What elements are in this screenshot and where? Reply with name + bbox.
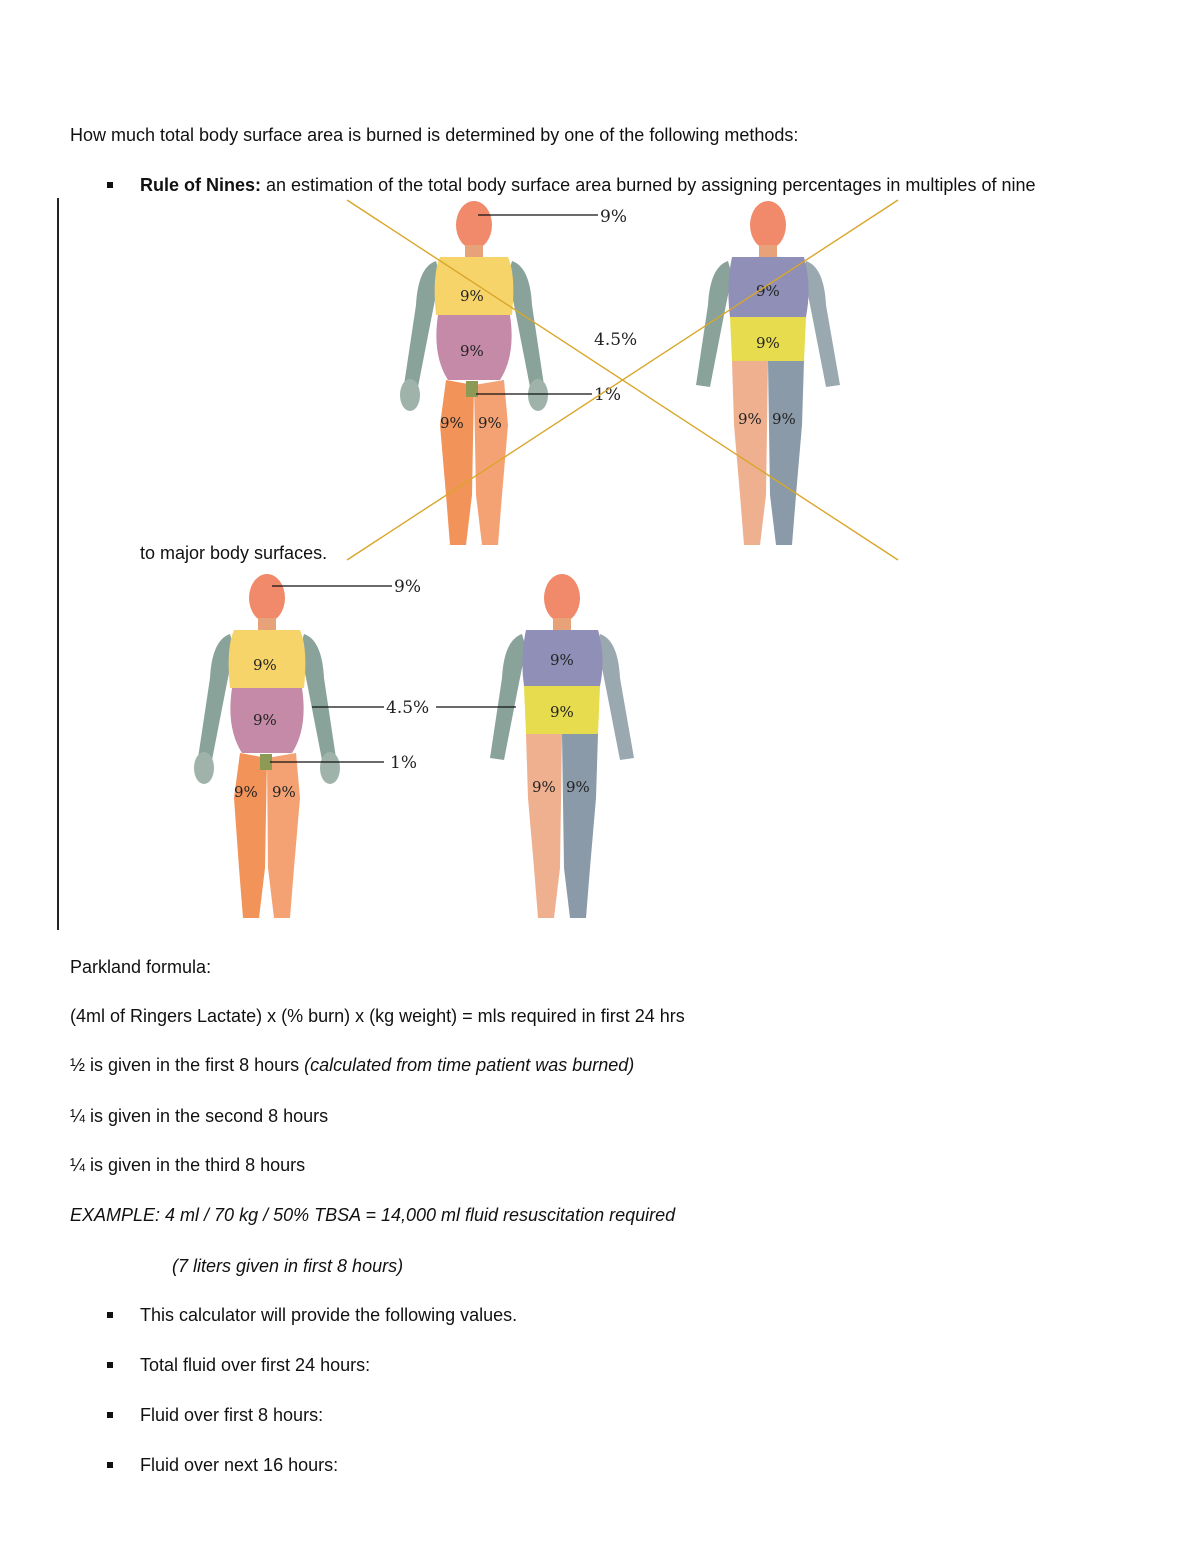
half-dose-note: (calculated from time patient was burned) xyxy=(304,1055,635,1075)
back-left-arm-2 xyxy=(490,634,526,760)
back-right-leg-label: 9% xyxy=(772,410,796,428)
bullet-icon xyxy=(107,1362,113,1368)
back-left-leg-label: 9% xyxy=(738,410,762,428)
genital-label: 1% xyxy=(594,385,621,405)
bullet-icon xyxy=(107,1412,113,1418)
front-body-figure-2 xyxy=(194,574,340,918)
back-lower-label-2: 9% xyxy=(550,703,574,721)
head-label-2: 9% xyxy=(394,577,421,597)
half-dose-line xyxy=(70,1054,634,1076)
rule-of-nines-line xyxy=(140,174,1036,196)
bullet-icon xyxy=(107,1462,113,1468)
arm-label-2: 4.5% xyxy=(386,698,430,718)
rule-text: an estimation of the total body surface area burned by assigning percentages in multiples of nine xyxy=(261,175,1036,195)
head-label: 9% xyxy=(600,207,627,227)
chest-label: 9% xyxy=(460,287,484,305)
back-right-leg-2 xyxy=(562,734,598,918)
parkland-formula: (4ml of Ringers Lactate) x (% burn) x (kg weight) = mls required in first 24 hrs xyxy=(70,1006,685,1026)
back-left-leg-label-2: 9% xyxy=(532,778,556,796)
back-right-leg xyxy=(768,361,804,545)
abdomen-label: 9% xyxy=(460,342,484,360)
parkland-title: Parkland formula: xyxy=(70,957,212,977)
back-right-arm-2 xyxy=(598,634,634,760)
intro-text: How much total body surface area is burned is determined by one of the following methods: xyxy=(70,125,799,145)
back-left-arm xyxy=(696,261,732,387)
left-arm-region-2 xyxy=(198,634,234,760)
neck-region xyxy=(465,245,483,259)
right-hand-2 xyxy=(320,752,340,784)
right-leg-label: 9% xyxy=(478,414,502,432)
back-lower-label: 9% xyxy=(756,334,780,352)
back-right-leg-label-2: 9% xyxy=(566,778,590,796)
left-leg-region xyxy=(440,380,474,545)
left-hand xyxy=(400,379,420,411)
back-body-figure-2 xyxy=(490,574,634,918)
rule-title: Rule of Nines: xyxy=(140,175,262,195)
right-arm-region-2 xyxy=(300,634,336,760)
left-arm-region xyxy=(404,261,440,387)
bullet-icon xyxy=(107,182,113,188)
right-leg-region xyxy=(474,380,508,545)
left-leg-region-2 xyxy=(234,753,267,918)
head-region-2 xyxy=(249,574,285,622)
back-upper-label-2: 9% xyxy=(550,651,574,669)
back-left-leg xyxy=(732,361,768,545)
left-leg-label-2: 9% xyxy=(234,783,258,801)
calculator-item: Fluid over first 8 hours: xyxy=(140,1405,324,1425)
back-neck-2 xyxy=(553,618,571,632)
back-right-arm xyxy=(804,261,840,387)
rule-of-nines-figure-top xyxy=(0,195,1200,575)
right-hand xyxy=(528,379,548,411)
rule-continuation: to major body surfaces. xyxy=(140,543,328,563)
head-region xyxy=(456,201,492,249)
half-dose-text: ½ is given in the first 8 hours xyxy=(70,1055,305,1075)
example-note: (7 liters given in first 8 hours) xyxy=(172,1256,404,1276)
genital-label-2: 1% xyxy=(390,753,417,773)
quarter-second-line: ¼ is given in the second 8 hours xyxy=(70,1106,329,1126)
abdomen-label-2: 9% xyxy=(253,711,277,729)
calculator-item: Total fluid over first 24 hours: xyxy=(140,1355,371,1375)
quarter-third-line: ¼ is given in the third 8 hours xyxy=(70,1155,306,1175)
back-upper-label: 9% xyxy=(756,282,780,300)
left-hand-2 xyxy=(194,752,214,784)
right-leg-region-2 xyxy=(267,753,300,918)
right-leg-label-2: 9% xyxy=(272,783,296,801)
arm-label: 4.5% xyxy=(594,330,638,350)
left-leg-label: 9% xyxy=(440,414,464,432)
right-arm-region xyxy=(508,261,544,387)
back-head-region xyxy=(750,201,786,249)
calculator-item: Fluid over next 16 hours: xyxy=(140,1455,339,1475)
back-left-leg-2 xyxy=(526,734,562,918)
chest-label-2: 9% xyxy=(253,656,277,674)
calculator-item: This calculator will provide the following values. xyxy=(140,1305,518,1325)
example-line: EXAMPLE: 4 ml / 70 kg / 50% TBSA = 14,000 ml fluid resuscitation required xyxy=(70,1205,676,1225)
neck-region-2 xyxy=(258,618,276,632)
bullet-icon xyxy=(107,1312,113,1318)
rule-of-nines-figure-bottom xyxy=(180,568,880,928)
front-body-figure xyxy=(400,201,548,545)
back-head-region-2 xyxy=(544,574,580,622)
back-neck xyxy=(759,245,777,259)
